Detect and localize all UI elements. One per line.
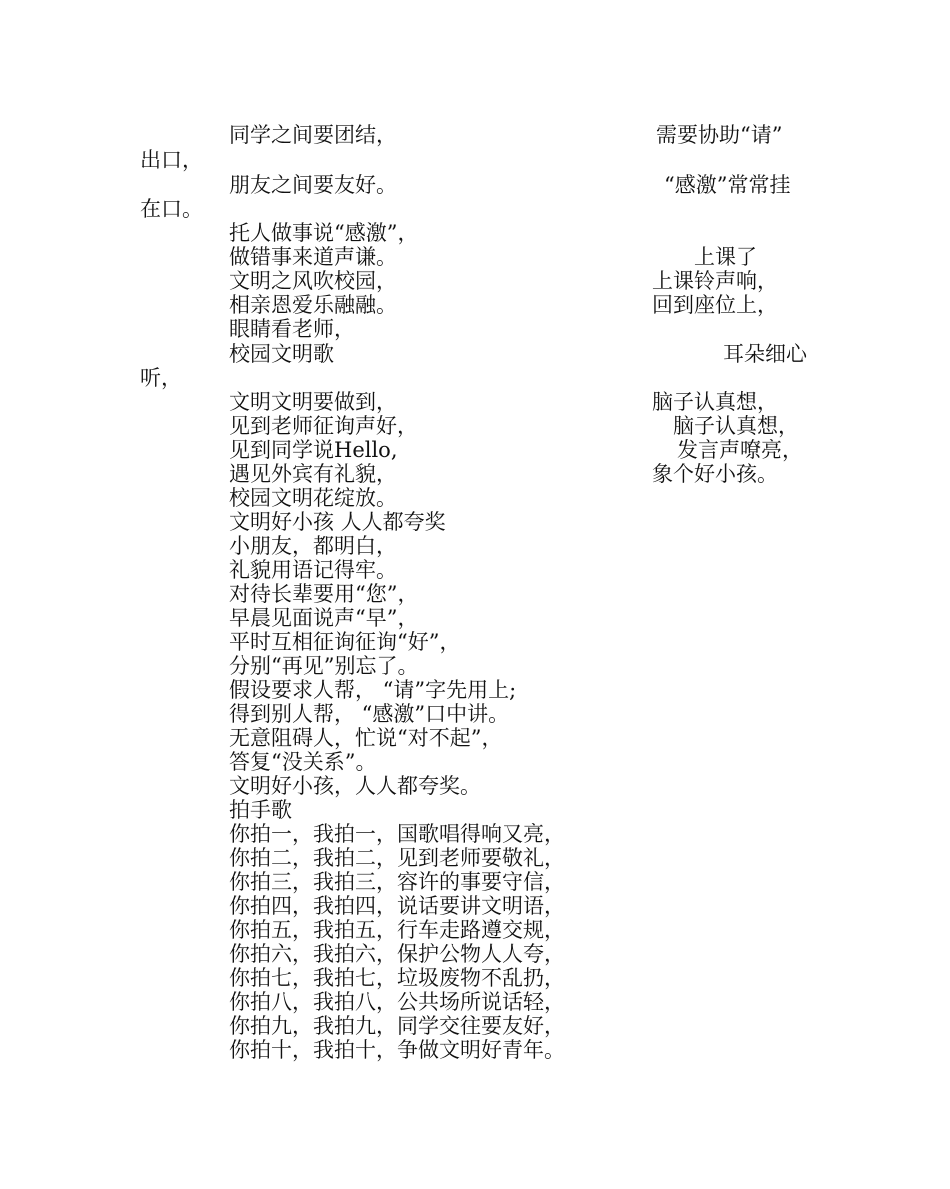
- text-line: 象个好小孩。: [652, 462, 778, 486]
- text-line: 你拍二，我拍二，见到老师要敬礼，: [229, 846, 565, 870]
- text-line: 你拍十，我拍十，争做文明好青年。: [229, 1038, 565, 1062]
- text-line: 分别“再见”别忘了。: [229, 654, 419, 678]
- text-line: 出口，: [140, 148, 203, 172]
- text-line: 你拍四，我拍四，说话要讲文明语，: [229, 894, 565, 918]
- section-title: 拍手歌: [229, 798, 292, 822]
- text-line: 校园文明花绽放。: [229, 486, 397, 510]
- text-line: 得到别人帮， “感激”口中讲。: [229, 702, 510, 726]
- section-title: 文明好小孩 人人都夸奖: [229, 510, 446, 534]
- text-line: 平时互相征询征询“好”，: [229, 630, 461, 654]
- text-line: 在口。: [140, 197, 203, 221]
- section-title: 校园文明歌: [229, 342, 334, 366]
- text-line: 对待长辈要用“您”，: [229, 582, 419, 606]
- text-line: 你拍八，我拍八，公共场所说话轻，: [229, 990, 565, 1014]
- text-line: 你拍三，我拍三，容许的事要守信，: [229, 870, 565, 894]
- text-line: 回到座位上，: [652, 293, 778, 317]
- text-line: 需要协助“请”: [656, 123, 783, 147]
- text-line: 做错事来道声谦。: [229, 245, 397, 269]
- text-line: 眼睛看老师，: [229, 317, 355, 341]
- text-line: 答复“没关系”。: [229, 750, 377, 774]
- text-line: 托人做事说“感激”，: [229, 221, 419, 245]
- text-line: 脑子认真想，: [673, 414, 799, 438]
- text-line: 你拍九，我拍九，同学交往要友好，: [229, 1014, 565, 1038]
- text-line: 你拍六，我拍六，保护公物人人夸，: [229, 942, 565, 966]
- text-line: 你拍七，我拍七，垃圾废物不乱扔，: [229, 966, 565, 990]
- text-line: 发言声嘹亮，: [677, 438, 803, 462]
- text-line: 遇见外宾有礼貌，: [229, 462, 397, 486]
- text-line: 见到老师征询声好，: [229, 414, 418, 438]
- text-line: 礼貌用语记得牢。: [229, 558, 397, 582]
- text-line: 假设要求人帮， “请”字先用上;: [229, 678, 517, 702]
- text-line: 无意阻碍人，忙说“对不起”，: [229, 726, 503, 750]
- text-line: 见到同学说Hello,: [229, 438, 398, 462]
- text-line: 朋友之间要友好。: [229, 173, 397, 197]
- text-line: 早晨见面说声“早”，: [229, 606, 419, 630]
- text-line: 听，: [140, 366, 182, 390]
- text-line: 文明之风吹校园，: [229, 269, 397, 293]
- text-line: 小朋友，都明白，: [229, 534, 397, 558]
- text-line: 相亲恩爱乐融融。: [229, 293, 397, 317]
- section-title: 上课了: [694, 245, 757, 269]
- text-line: 你拍一，我拍一，国歌唱得响又亮，: [229, 822, 565, 846]
- text-line: 上课铃声响，: [652, 269, 778, 293]
- text-line: “感激”常常挂: [664, 173, 791, 197]
- text-line: 同学之间要团结，: [229, 123, 397, 147]
- text-line: 文明好小孩，人人都夸奖。: [229, 774, 481, 798]
- text-line: 你拍五，我拍五，行车走路遵交规，: [229, 918, 565, 942]
- text-line: 耳朵细心: [723, 342, 807, 366]
- text-line: 文明文明要做到，: [229, 390, 397, 414]
- text-line: 脑子认真想，: [652, 390, 778, 414]
